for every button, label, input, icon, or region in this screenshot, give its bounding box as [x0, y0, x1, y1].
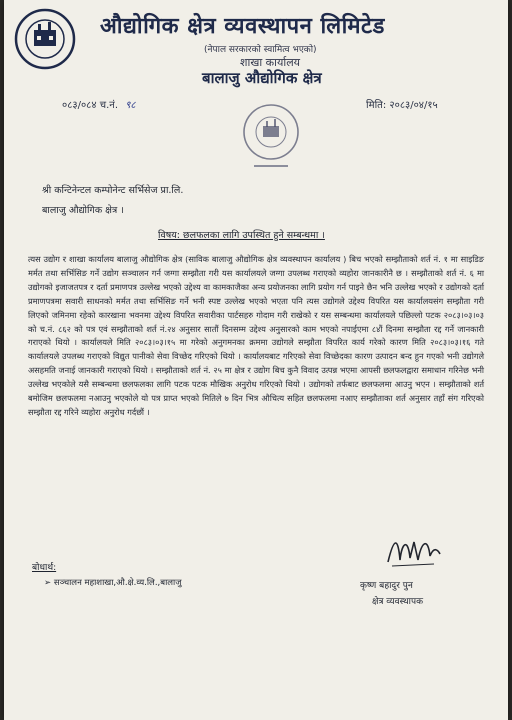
- cc-label: बोधार्थ:: [32, 563, 57, 573]
- letter-date: [366, 97, 438, 111]
- signer-title: क्षेत्र व्यवस्थापक: [372, 597, 424, 607]
- date-label: मिति:: [366, 100, 387, 111]
- letter-subject: विषय: छलफलका लागि उपस्थित हुने सम्बन्धमा ।: [158, 230, 325, 241]
- office-stamp-icon: [236, 100, 306, 172]
- organization-name: औद्योगिक क्षेत्र व्यवस्थापन लिमिटेड: [100, 14, 385, 39]
- letter-body: त्यस उद्योग र शाखा कार्यालय बालाजु औद्योगिक क्षेत्र (साविक बालाजु औद्योगिक क्षेत्र व्यवस्थापन कार्यालय ) बिच भएको सम्झौताको शर्त नं. १ मा साइडिङ मर्मत तथा सर्भिसिङ गर्ने उद्योग सञ्चालन गर्न जग्गा सम्झौता गरी यस कार्यालयले जग्गा उपलब्ध गराएको व्यहोरा जानकारीनै छ । सम्झौताको शर्त नं. ६ मा उद्योगको इजाजतपत्र र दर्ता प्रमाणपत्र उल्लेख भएको उद्देश्य वा कामकाजैका अन्य प्रयोजनका लागि प्रयोग गर्न पाइने छैन भनि उल्लेख भएको र उद्योगको दर्ता प्रमाणपत्रमा सवारी साधनको मर्मत तथा सर्भिसिङ गर्ने भनी स्पष्ट उल्लेख भएको भएता पनि त्यस उद्योगले उद्देश्य विपरित यस कार्यालयसंग सम्झौता गरी लिएको जमिनमा रहेको कारखाना भवनमा उद्देश्य विपरित सवारीका पार्टसहरु गोदाम गरी राखेको र यस सम्बन्धमा कार्यालयले पछिल्लो पटक २०८३।०३।०३ को च.नं. ८६२ को पत्र एवं सम्झौताको शर्त नं.२४ अनुसार सातौं दिनसम्म उद्देश्य अनुसारको काम भएको नपाईएमा ८४ौं दिनमा सम्झौता रद्द गर्ने जानकारी गराएको थियो । कार्यालयले मिति २०८३।०३।१५ मा गरेको अनुगमनका क्रममा उद्योगले सम्झौता विपरित कार्य गरेको कारण मिति २०८३।०३।१६ गते कार्यालयले उपलब्ध गराएको विद्युत पानीको सेवा विच्छेद गरिएको थियो । कार्यालयबाट गरिएको सेवा विच्छेदका कारण उत्पादन बन्द हुन गएको भनी उद्योगले असहमति जनाई जानकारी गराएको थियो । सम्झौताको शर्त नं. २५ मा क्षेत्र र उद्योग बिच कुनै विवाद उत्पन्न भएमा आपसी छलफलद्वारा समाधान गरिनेछ भनी उल्लेख भएकोले यसै सम्बन्धमा छलफलका लागि पटक पटक मौखिक अनुरोध गरिएको थियो । उद्योगको तर्फबाट छलफलमा आउनु भएन । सम्झौताको शर्त बमोजिम छलफलमा नआउनु भएकोले यो पत्र प्राप्त भएको मितिले ७ दिन भित्र औचित्य सहित छलफलमा नआए सम्झौताका शर्त अनुसार तहाँ संग गरिएको सम्झौता रद्द गरिने व्यहोरा अनुरोध गर्दछौं ।: [28, 254, 484, 417]
- organization-subtitle: (नेपाल सरकारको स्वामित्व भएको): [204, 45, 317, 55]
- reference-number: [62, 97, 136, 111]
- branch-label: शाखा कार्यालय: [240, 56, 301, 69]
- date-value: २०८३/०४/१५: [389, 100, 438, 111]
- letter-page: [4, 0, 508, 720]
- cc-item: ➢ सञ्चालन महाशाखा,औ.क्षे.व्य.लि.,बालाजु: [44, 578, 182, 588]
- signer-name: कृष्ण बहादुर पुन: [360, 581, 413, 591]
- signature-icon: [384, 532, 444, 572]
- organization-logo-icon: [14, 8, 76, 70]
- recipient-line-1: श्री कन्टिनेन्टल कम्पोनेन्ट सर्भिसेज प्रा.लि.: [42, 185, 184, 196]
- handwritten-number: ९८: [125, 100, 136, 111]
- branch-name: बालाजु औद्योगिक क्षेत्र: [202, 69, 322, 87]
- recipient-line-2: बालाजु औद्योगिक क्षेत्र ।: [42, 205, 124, 216]
- reference-prefix: ०८३/०८४ च.नं.: [62, 100, 119, 111]
